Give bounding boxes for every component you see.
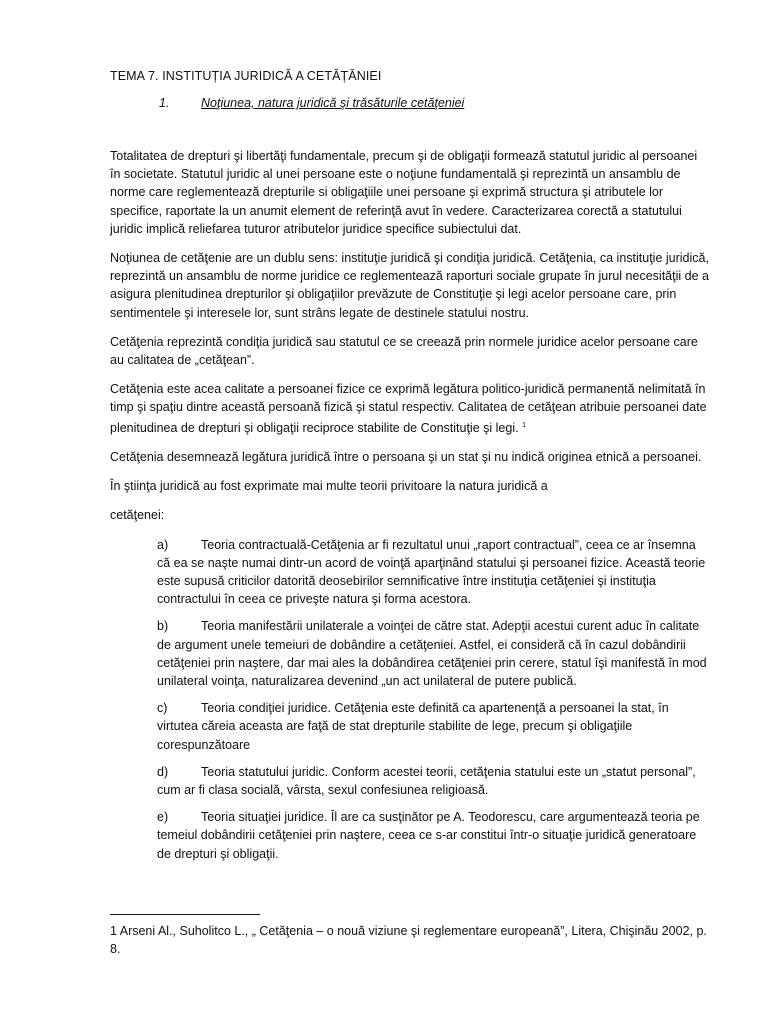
- section-number: 1.: [159, 96, 170, 110]
- paragraph-notiune-cetatenie: Noţiunea de cetăţenie are un dublu sens: instituţie juridică şi condiţia juridică. Cetăţenia, ca instituţie juridică, reprezintă un ansamblu de norme juridice ce reglementează raporturi sociale grupate în jurul necesităţii de a asigura plenitudinea drepturilor şi obligaţiilor prevăzute de Constituţie şi legi acelor persoane care, prin sentimentele şi interesele lor, sunt strâns legate de destinele statului nostru.: [110, 251, 709, 320]
- list-item: [157, 699, 710, 754]
- paragraph-calitate-persoana: [110, 380, 710, 437]
- list-item-letter: e): [157, 810, 169, 825]
- footnote-marker: 1: [522, 421, 526, 429]
- list-item-text: Teoria situaţiei juridice. Îl are ca susţinător pe A. Teodorescu, care argumentează teoria pe temeiul dobândirii cetăţeniei prin naştere, ceea ce s-ar constitui într-o situaţie juridică generatoare de drepturi şi obligaţii.: [157, 810, 700, 861]
- list-item-letter: b): [157, 619, 169, 634]
- list-item-text: Teoria contractuală-Cetăţenia ar fi rezultatul unui „raport contractual”, ceea ce ar însemna că ea se naşte numai dintr-un acord de voinţă aparţinând statului şi persoanei fizice. Această teorie este supusă criticilor datorită deosebirilor semnificative între instituţia cetăţeniei şi instituţia contractului în ceea ce priveşte natura şi forma acestora.: [157, 537, 706, 607]
- list-item-letter: c): [157, 701, 168, 716]
- list-item: [157, 617, 710, 690]
- paragraph-legatura-juridica: Cetăţenia desemnează legătura juridică între o persoana şi un stat şi nu indică originea etnică a persoanei.: [110, 450, 702, 464]
- paragraph-conditie-juridica: Cetăţenia reprezintă condiţia juridică sau statutul ce se creează prin normele juridice acelor persoane care au calitatea de „cetăţean”.: [110, 334, 698, 368]
- document-title: TEMA 7. INSTITUȚIA JURIDICĂ A CETĂȚĂNIEI: [110, 69, 382, 83]
- paragraph-teorii-intro: În ştiinţa juridică au fost exprimate mai multe teorii privitoare la natura juridică a: [110, 479, 548, 494]
- document-body: [110, 147, 710, 872]
- footnote-text: 1 Arseni Al., Suholitco L., „ Cetăţenia – o nouă viziune şi reglementare europeană”, Litera, Chişinău 2002, p. 8.: [110, 924, 707, 957]
- list-item-letter: a): [157, 537, 169, 552]
- footnote-separator: [110, 914, 260, 915]
- section-heading-text: Noţiunea, natura juridică şi trăsăturile cetăţeniei: [201, 96, 465, 110]
- list-item: [157, 763, 710, 799]
- list-item: [157, 808, 710, 863]
- paragraph-statut-juridic: Totalitatea de drepturi şi libertăţi fundamentale, precum şi de obligaţii formează statutul juridic al persoanei în societate. Statutul juridic al unei persoane este o noţiune fundamentală şi reprezintă un ansamblu de norme care reglementează drepturile si obligaţiile unei persoane şi exprimă structura şi atributele lor specifice, raportate la un anumit element de referinţă avut în vedere. Caracterizarea corectă a statutului juridic implică reliefarea tuturor atributelor juridice specifice subiectului dat.: [110, 149, 698, 236]
- list-item-text: Teoria manifestării unilaterale a voinţei de către stat. Adepţii acestui curent aduc în calitate de argument unele temeiuri de dobândire a cetăţeniei. Astfel, ei consideră că în cazul dobândirii cetăţeniei prin naştere, dar mai ales la dobândirea cetăţeniei prin cerere, statul îşi manifestă în mod unilateral voinţa, naturalizarea devenind „un act unilateral de putere publică.: [157, 619, 707, 689]
- list-item-letter: d): [157, 764, 169, 779]
- section-heading: [159, 96, 464, 110]
- theories-list: [157, 536, 710, 863]
- list-item: [157, 536, 710, 609]
- list-item-text: Teoria condiţiei juridice. Cetăţenia este definită ca apartenenţă a persoanei la stat, în virtutea căreia aceasta are faţă de stat drepturile stabilite de lege, precum şi obligaţiile corespunzătoare: [157, 701, 669, 752]
- list-item-text: Teoria statutului juridic. Conform acestei teorii, cetăţenia statului este un „statut personal”, cum ar fi clasa socială, vârsta, sexul confesiunea religioasă.: [157, 764, 696, 798]
- paragraph-cetatenei: cetăţenei:: [110, 508, 165, 523]
- paragraph-calitate-text: Cetăţenia este acea calitate a persoanei fizice ce exprimă legătura politico-juridică permanentă nelimitată în timp şi spaţiu dintre această persoană fizică şi statul respectiv. Calitatea de cetăţean atribuie persoanei date plenitudinea de drepturi şi obligaţii reciproce stabilite de Constituţie şi legi.: [110, 382, 707, 435]
